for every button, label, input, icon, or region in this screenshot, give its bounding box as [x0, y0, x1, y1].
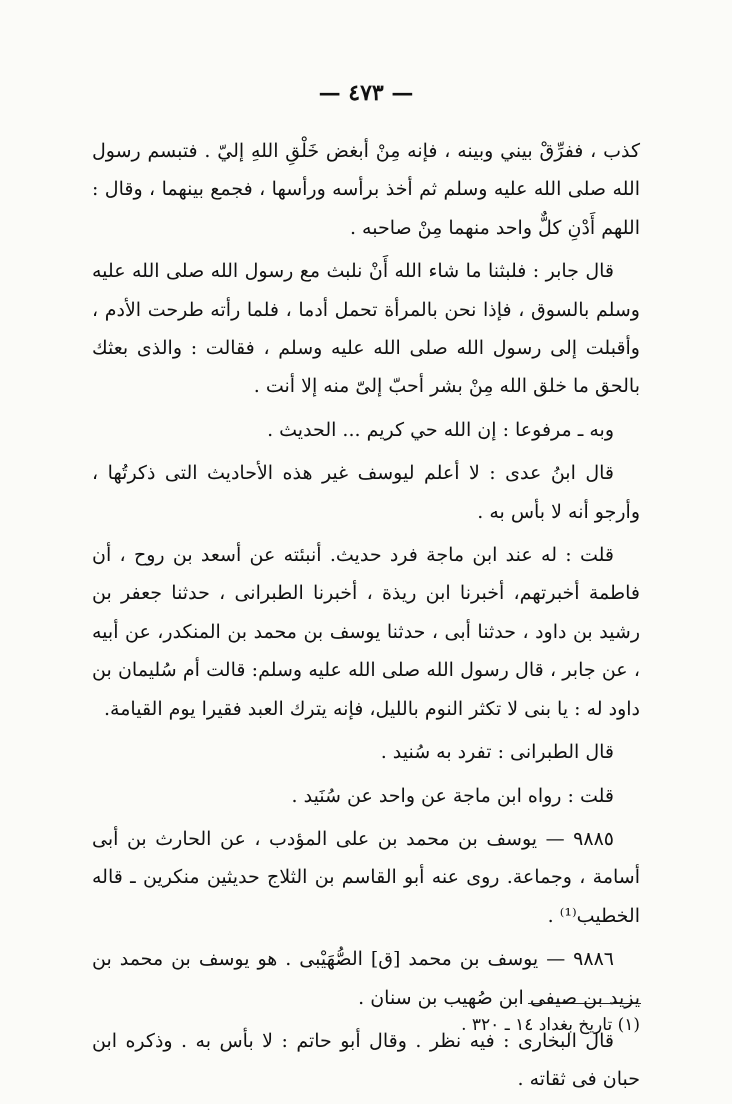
main-text: [92, 132, 640, 1104]
footnote-divider: [528, 1003, 641, 1004]
paragraph: قلت : رواه ابن ماجة عن واحد عن سُنَيد .: [291, 784, 614, 807]
paragraph: كذب ، ففرِّقْ بيني وبينه ، فإنه مِنْ أبغض خَلْقِ اللهِ إليّ . فتبسم رسول الله صلى الله عليه وسلم ثم أخذ برأسه ورأسها ، فجمع بينهما ، وقال : اللهم أَدْنِ كلٌّ واحد منهما مِنْ صاحبه .: [92, 140, 640, 239]
paragraph: قال ابنُ عدى : لا أعلم ليوسف غير هذه الأحاديث التى ذكرتُها ، وأرجو أنه لا بأس به .: [92, 462, 640, 523]
paragraph: قلت : له عند ابن ماجة فرد حديث. أنبئته عن أسعد بن روح ، أن فاطمة أخبرتهم، أخبرنا ابن ريذة ، أخبرنا الطبرانى ، حدثنا جعفر بن رشيد بن داود ، حدثنا أبى ، حدثنا يوسف بن محمد بن المنكدر، عن أبيه ، عن جابر ، قال رسول الله صلى الله عليه وسلم: قالت أم سُليمان بن داود له : يا بنى لا تكثر النوم بالليل، فإنه يترك العبد فقيرا يوم القيامة.: [92, 544, 640, 720]
paragraph: قال جابر : فلبثنا ما شاء الله أَنْ نلبث مع رسول الله صلى الله عليه وسلم بالسوق ، فإذا نحن بالمرأة تحمل أدما ، فلما رأته طرحت الأدم ، وأقبلت إلى رسول الله صلى الله عليه وسلم ، فقالت : والذى بعثك بالحق ما خلق الله مِنْ بشر أحبّ إلىّ منه إلا أنت .: [92, 260, 640, 398]
paragraph: قال البخارى : فيه نظر . وقال أبو حاتم : لا بأس به . وذكره ابن حبان فى ثقاته .: [92, 1029, 640, 1091]
page-number: — ٤٧٣ —: [318, 80, 414, 106]
footnote: (١) تاريخ بغداد ١٤ ـ ٣٢٠ .: [461, 1015, 640, 1035]
entry-9886: ٩٨٨٦ — يوسف بن محمد [ق] الصُّهَيْبى . هو يوسف بن محمد بن يزيد بن صيفى ابن صُهيب بن سنان .: [92, 948, 640, 1009]
paragraph: قال الطبرانى : تفرد به سُنيد .: [380, 741, 614, 764]
entry-9885: ٩٨٨٥ — يوسف بن محمد بن على المؤدب ، عن الحارث بن أبى أسامة ، وجماعة. روى عنه أبو القاسم بن الثلاج حديثين منكرين ـ قاله الخطيب⁽¹⁾ .: [92, 827, 640, 927]
paragraph: وبه ـ مرفوعا : إن الله حي كريم ... الحديث .: [267, 418, 614, 441]
